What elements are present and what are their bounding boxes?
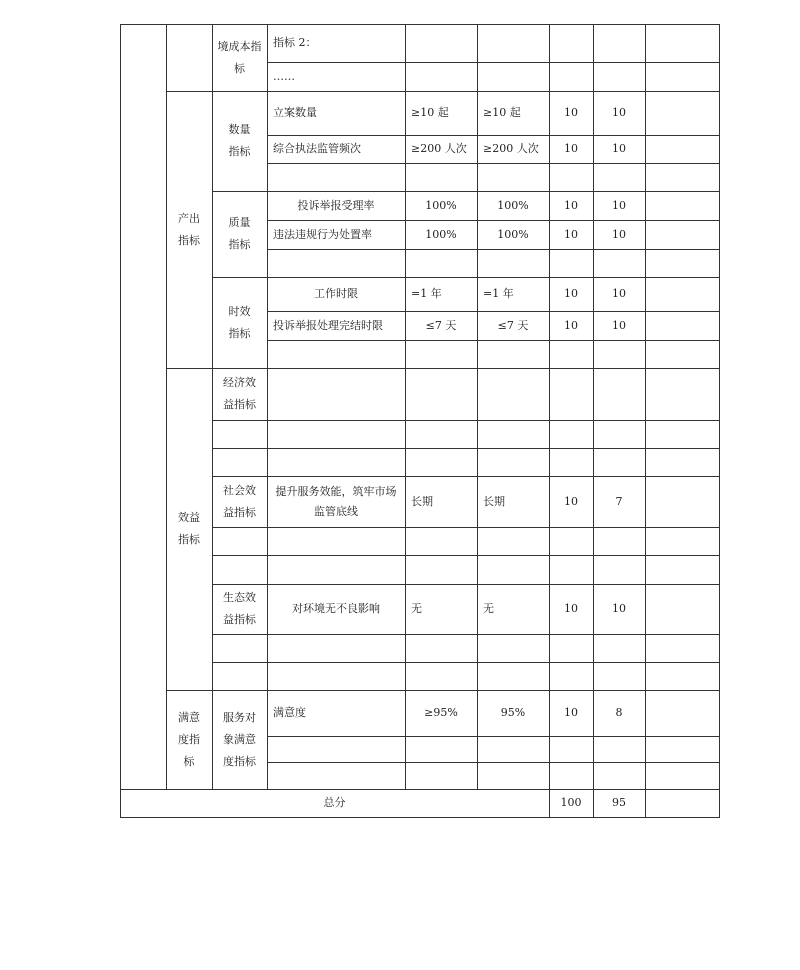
quantity-r2-actual: ≥200 人次 [483, 142, 539, 155]
quantity-r2-name: 综合执法监管频次 [273, 142, 361, 155]
ecological-r1-actual: 无 [483, 602, 494, 615]
quality-r1-target: 100% [425, 198, 457, 212]
social-r1-score: 7 [615, 494, 623, 508]
ecological-r1-weight: 10 [564, 602, 578, 615]
timeliness-r2-weight: 10 [564, 318, 578, 332]
timeliness-r2-name: 投诉举报处理完结时限 [273, 318, 383, 332]
quality-r1-name: 投诉举报受理率 [297, 198, 375, 212]
timeliness-r1-target: =1 年 [411, 287, 442, 300]
quantity-r2-weight: 10 [564, 142, 578, 155]
timeliness-r2-target: ≤7 天 [425, 318, 457, 332]
ecological-r1-score: 10 [612, 602, 626, 615]
quality-r2-target: 100% [425, 227, 457, 241]
env-cost-item-more: …… [273, 69, 295, 83]
quality-r1-score: 10 [612, 198, 626, 212]
timeliness-r1-actual: =1 年 [483, 287, 514, 300]
timeliness-category: 时效指标 [228, 304, 251, 340]
quality-r1-weight: 10 [564, 198, 578, 212]
quality-r2-weight: 10 [564, 227, 578, 241]
performance-indicator-table [120, 24, 720, 818]
timeliness-r1-name: 工作时限 [314, 287, 358, 300]
quality-r1-actual: 100% [497, 198, 529, 212]
timeliness-r2-actual: ≤7 天 [497, 318, 529, 332]
social-category: 社会效益指标 [223, 483, 256, 519]
social-r1-target: 长期 [411, 494, 433, 508]
quantity-r1-actual: ≥10 起 [483, 106, 521, 119]
quality-r2-name: 违法违规行为处置率 [273, 227, 372, 241]
output-group-label: 产出指标 [178, 211, 200, 247]
ecological-category: 生态效益指标 [223, 591, 256, 626]
service-r1-weight: 10 [564, 706, 578, 719]
quantity-r1-name: 立案数量 [273, 106, 317, 119]
benefit-group-label: 效益指标 [178, 511, 200, 546]
quality-category: 质量指标 [228, 216, 251, 251]
quantity-r2-target: ≥200 人次 [411, 142, 467, 155]
service-satisfaction-category: 服务对象满意度指标 [223, 710, 256, 768]
env-cost-item-2: 指标 2： [273, 36, 317, 49]
env-cost-category: 境成本指标 [217, 39, 262, 75]
quality-r2-score: 10 [612, 227, 626, 241]
service-r1-score: 8 [615, 706, 623, 719]
total-score: 95 [612, 796, 626, 809]
total-label: 总分 [323, 796, 346, 809]
social-r1-weight: 10 [564, 494, 578, 508]
economic-category: 经济效益指标 [223, 376, 256, 411]
ecological-r1-name: 对环境无不良影响 [292, 602, 380, 615]
social-r1-actual: 长期 [483, 494, 505, 508]
quality-r2-actual: 100% [497, 227, 529, 241]
quantity-r1-score: 10 [612, 106, 626, 119]
quantity-category: 数量指标 [228, 123, 251, 158]
quantity-r1-weight: 10 [564, 106, 578, 119]
timeliness-r1-score: 10 [612, 287, 626, 300]
timeliness-r1-weight: 10 [564, 287, 578, 300]
service-r1-target: ≥95% [424, 706, 458, 719]
total-weight: 100 [560, 796, 582, 809]
quantity-r2-score: 10 [612, 142, 626, 155]
quantity-r1-target: ≥10 起 [411, 106, 449, 119]
satisfaction-group-label: 满意度指标 [178, 710, 200, 768]
service-r1-actual: 95% [500, 706, 526, 719]
service-r1-name: 满意度 [273, 706, 306, 719]
timeliness-r2-score: 10 [612, 318, 626, 332]
social-r1-name: 提升服务效能，筑牢市场监管底线 [275, 484, 397, 518]
ecological-r1-target: 无 [411, 602, 422, 615]
